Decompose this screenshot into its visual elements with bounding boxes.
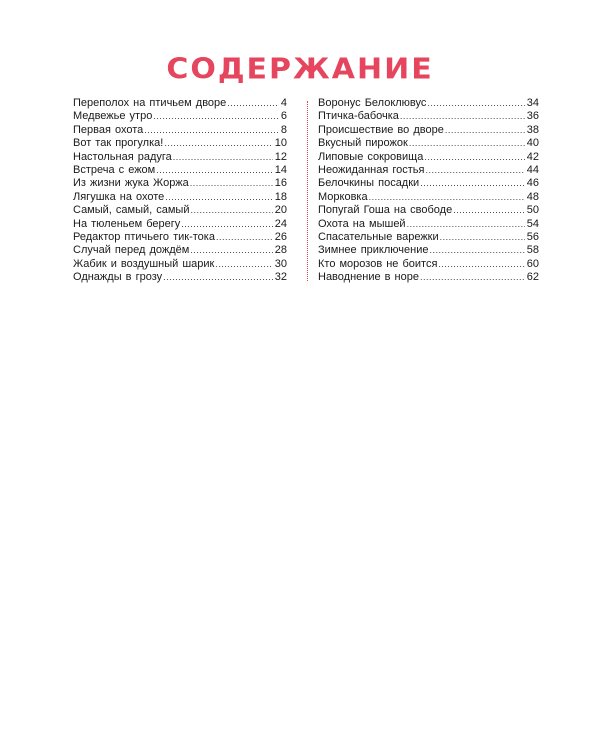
toc-entry-page-number: 26 [274,230,287,243]
toc-entry[interactable] [73,244,287,257]
toc-entry[interactable] [73,218,287,231]
toc-entry-page-number: 44 [526,163,539,176]
toc-entry[interactable] [318,218,539,231]
toc-entry-title: Белочкины посадки [318,177,420,190]
toc-dot-leader [190,244,272,257]
toc-entry-title: Неожиданная гостья [318,163,425,176]
toc-dot-leader [420,177,525,190]
toc-entry-page-number: 48 [526,190,539,203]
toc-entry[interactable] [73,164,287,177]
toc-entry-page-number: 12 [274,150,287,163]
toc-dot-leader [165,191,272,204]
toc-entry[interactable] [318,124,539,137]
toc-entry-title: Из жизни жука Жоржа [73,177,189,190]
toc-entry-page-number: 32 [274,271,287,284]
toc-entry-page-number: 42 [526,150,539,163]
toc-dot-leader [429,244,524,257]
toc-entry-page-number: 50 [526,204,539,217]
toc-entry-title: Медвежье утро [73,110,153,123]
toc-entry-page-number: 14 [274,163,287,176]
toc-entry[interactable] [318,271,539,284]
toc-dot-leader [190,177,273,190]
toc-entry-title: Настольная радуга [73,150,172,163]
toc-dot-leader [426,164,525,177]
toc-entry-title: Липовые сокровища [318,150,424,163]
toc-entry-page-number: 8 [280,123,287,136]
toc-entry-title: Редактор птичьего тик-тока [73,230,215,243]
toc-entry[interactable] [318,244,539,257]
toc-entry-page-number: 28 [274,244,287,257]
toc-entry-title: Наводнение в норе [318,271,419,284]
toc-entry-page-number: 24 [274,217,287,230]
toc-entry-title: Охота на мышей [318,217,406,230]
toc-entry[interactable] [318,110,539,123]
toc-entry[interactable] [73,177,287,190]
toc-entry[interactable] [73,258,287,271]
toc-entry-page-number: 60 [526,257,539,270]
toc-entry-title: Кто морозов не боится [318,257,438,270]
toc-entry-title: Морковка [318,190,368,203]
toc-entry-title: Встреча с ежом [73,163,156,176]
toc-dot-leader [215,258,272,271]
toc-dot-leader [216,231,273,244]
toc-dot-leader [445,124,525,137]
toc-entry-title: Первая охота [73,123,144,136]
toc-entry-page-number: 38 [526,123,539,136]
toc-entry-title: Вкусный пирожок [318,137,408,150]
toc-dot-leader [144,124,279,137]
toc-entry-title: Вот так прогулка! [73,137,164,150]
toc-entry[interactable] [318,177,539,190]
toc-entry-page-number: 58 [526,244,539,257]
toc-entry[interactable] [73,231,287,244]
toc-dot-leader [173,151,273,164]
toc-entry[interactable] [318,137,539,150]
toc-entry-page-number: 30 [274,257,287,270]
toc-entry[interactable] [318,231,539,244]
toc-entry[interactable] [73,204,287,217]
toc-entry[interactable] [318,151,539,164]
toc-dot-leader [424,151,524,164]
toc-dot-leader [227,97,279,110]
toc-entry-title: Жабик и воздушный шарик [73,257,215,270]
toc-entry[interactable] [318,191,539,204]
toc-entry[interactable] [318,204,539,217]
toc-entry-page-number: 56 [526,230,539,243]
toc-entry[interactable] [73,124,287,137]
column-divider [307,101,308,281]
toc-entry[interactable] [318,164,539,177]
toc-entry[interactable] [73,110,287,123]
toc-entry-title: Попугай Гоша на свободе [318,204,453,217]
toc-entry-title: Однажды в грозу [73,271,163,284]
toc-entry-page-number: 20 [274,204,287,217]
toc-dot-leader [427,97,524,110]
toc-entry-title: Случай перед дождём [73,244,190,257]
toc-dot-leader [420,271,525,284]
toc-dot-leader [163,271,273,284]
toc-entry-page-number: 36 [526,110,539,123]
toc-dot-leader [453,204,525,217]
toc-dot-leader [153,110,279,123]
toc-entry-page-number: 40 [526,137,539,150]
toc-dot-leader [156,164,273,177]
toc-dot-leader [407,218,525,231]
toc-dot-leader [438,258,524,271]
toc-entry[interactable] [73,151,287,164]
toc-entry[interactable] [318,258,539,271]
toc-entry-title: Самый, самый, самый [73,204,190,217]
toc-entry-title: Переполох на птичьем дворе [73,97,227,109]
toc-entry-title: На тюленьем берегу [73,217,181,230]
toc-entry-page-number: 46 [526,177,539,190]
toc-dot-leader [400,110,525,123]
page-title: СОДЕРЖАНИЕ [166,52,434,87]
toc-entry-title: Зимнее приключение [318,244,429,257]
toc-entry-title: Спасательные варежки [318,230,439,243]
toc-dot-leader [191,204,273,217]
toc-dot-leader [440,231,525,244]
toc-entry-page-number: 16 [274,177,287,190]
toc-entry-title: Птичка-бабочка [318,110,399,123]
toc-dot-leader [409,137,525,150]
toc-entry-page-number: 34 [526,97,539,109]
toc-entry-page-number: 10 [274,137,287,150]
toc-entry-title: Происшествие во дворе [318,123,444,136]
toc-entry[interactable] [73,97,287,110]
toc-entry-page-number: 18 [274,190,287,203]
toc-entry-page-number: 62 [526,271,539,284]
toc-entry-title: Воронус Белоклювус [318,97,427,109]
toc-column-left [73,97,287,284]
toc-entry-page-number: 4 [280,97,287,109]
toc-entry[interactable] [73,271,287,284]
toc-entry-title: Лягушка на охоте [73,190,165,203]
toc-column-right [318,97,539,284]
toc-dot-leader [369,191,525,204]
toc-entry-page-number: 54 [526,217,539,230]
toc-entry-page-number: 6 [280,110,287,123]
toc-entry[interactable] [73,137,287,150]
toc-entry[interactable] [73,191,287,204]
toc-entry[interactable] [318,97,539,110]
toc-dot-leader [181,218,272,231]
toc-dot-leader [164,137,272,150]
